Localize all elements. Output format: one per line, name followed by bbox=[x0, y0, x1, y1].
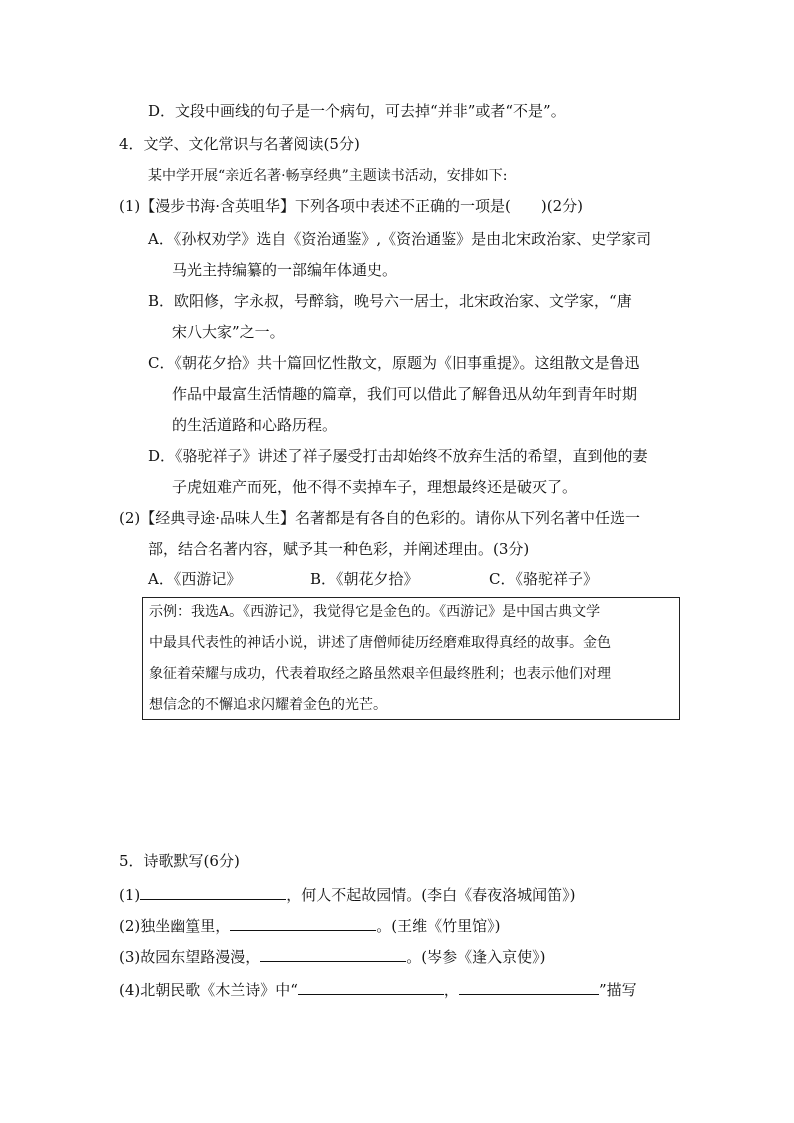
q5-item-4-blank-2[interactable] bbox=[459, 978, 599, 995]
q4-part1-option-c-line2: 作品中最富生活情趣的篇章，我们可以借此了解鲁迅从幼年到青年时期 bbox=[172, 385, 638, 403]
q4-part2-choice-c: C．《骆驼祥子》 bbox=[489, 570, 598, 588]
q5-item-3-blank[interactable] bbox=[260, 945, 406, 962]
q5-item-4-suffix: ”描写 bbox=[598, 981, 637, 999]
q5-item-3 bbox=[119, 945, 545, 967]
q4-part1-option-d-line2: 子虎妞难产而死，他不得不卖掉车子，理想最终还是破灭了。 bbox=[172, 478, 578, 496]
q5-item-3-text: 。(岑参《逢入京使》) bbox=[406, 948, 546, 966]
q4-part2-stem-line2: 部，结合名著内容，赋予其一种色彩，并阐述理由。(3分) bbox=[148, 540, 530, 558]
q4-part1-stem: (1)【漫步书海·含英咀华】下列各项中表述不正确的一项是( )(2分) bbox=[119, 197, 583, 215]
q5-item-2-prefix: (2)独坐幽篁里， bbox=[119, 917, 231, 935]
q5-item-2 bbox=[119, 914, 500, 936]
q5-item-4-blank-1[interactable] bbox=[298, 978, 444, 995]
q3-option-d: D．文段中画线的句子是一个病句，可去掉“并非”或者“不是”。 bbox=[148, 102, 566, 120]
q4-part2-choice-a: A．《西游记》 bbox=[148, 570, 242, 588]
q4-part1-option-b-line2: 宋八大家”之一。 bbox=[172, 323, 285, 341]
q5-item-3-prefix: (3)故园东望路漫漫， bbox=[119, 948, 261, 966]
q4-part1-option-b-line1: B．欧阳修，字永叔，号醉翁，晚号六一居士，北宋政治家、文学家，“唐 bbox=[148, 292, 632, 310]
q5-item-4-prefix: (4)北朝民歌《木兰诗》中“ bbox=[119, 981, 298, 999]
q4-heading: 4．文学、文化常识与名著阅读(5分) bbox=[119, 135, 360, 153]
q4-part1-option-d-line1: D．《骆驼祥子》讲述了祥子屡受打击却始终不放弃生活的希望，直到他的妻 bbox=[148, 447, 648, 465]
q5-item-1-prefix: (1) bbox=[119, 886, 141, 904]
q4-part1-option-a-line1: A．《孙权劝学》选自《资治通鉴》,《资治通鉴》是由北宋政治家、史学家司 bbox=[148, 230, 652, 248]
example-line-3: 象征着荣耀与成功，代表着取经之路虽然艰辛但最终胜利；也表示他们对理 bbox=[149, 666, 611, 682]
q4-part2-stem-line1: (2)【经典寻途·品味人生】名著都是有各自的色彩的。请你从下列名著中任选一 bbox=[119, 509, 641, 527]
q4-part1-option-c-line3: 的生活道路和心路历程。 bbox=[172, 416, 338, 434]
example-line-1: 示例：我选A。《西游记》，我觉得它是金色的。《西游记》是中国古典文学 bbox=[149, 604, 601, 620]
q4-part2-choice-b: B．《朝花夕拾》 bbox=[310, 570, 419, 588]
q5-heading: 5．诗歌默写(6分) bbox=[119, 852, 240, 870]
q5-item-4 bbox=[119, 978, 637, 1000]
q5-item-4-mid: ， bbox=[443, 981, 459, 999]
q5-item-2-text: 。(王维《竹里馆》) bbox=[376, 917, 501, 935]
example-answer-box bbox=[142, 597, 680, 720]
q5-item-2-blank[interactable] bbox=[230, 914, 376, 931]
q4-part1-option-c-line1: C．《朝花夕拾》共十篇回忆性散文，原题为《旧事重提》。这组散文是鲁迅 bbox=[148, 354, 640, 372]
q5-item-1-text: ，何人不起故园情。(李白《春夜洛城闻笛》) bbox=[286, 886, 576, 904]
q5-item-1 bbox=[119, 883, 575, 905]
q4-intro: 某中学开展“亲近名著·畅享经典”主题读书活动，安排如下: bbox=[148, 168, 508, 184]
q5-item-1-blank[interactable] bbox=[140, 883, 286, 900]
q4-part1-option-a-line2: 马光主持编纂的一部编年体通史。 bbox=[172, 261, 398, 279]
example-line-4: 想信念的不懈追求闪耀着金色的光芒。 bbox=[149, 697, 387, 713]
example-line-2: 中最具代表性的神话小说，讲述了唐僧师徒历经磨难取得真经的故事。金色 bbox=[149, 635, 611, 651]
